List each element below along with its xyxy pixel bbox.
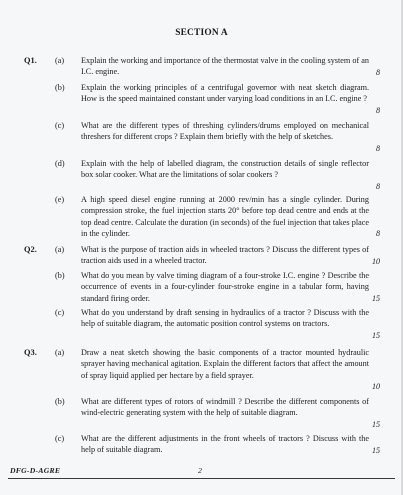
part-marks: 15: [372, 331, 380, 340]
question-number: Q3.: [24, 348, 37, 357]
part-text: Draw a neat sketch showing the basic components of a tractor mounted hydraulic sprayer having mechanical agitation. Explain the different factors that affect the amount of spray liquid applied per hectare by a field sprayer.: [81, 348, 369, 380]
part-text: Explain with the help of labelled diagram, the construction details of single reflector box solar cooker. What are the limitations of solar cookers ?: [81, 159, 369, 180]
part-text: What are different types of rotors of windmill ? Describe the different components of wind-electric generating system with the help of suitable diagram.: [81, 397, 369, 418]
part-label: (b): [55, 271, 65, 280]
part-text: What are the different adjustments in the front wheels of tractors ? Discuss with the help of suitable diagram.: [81, 434, 369, 455]
question-number: Q1.: [24, 56, 37, 65]
question-number: Q2.: [24, 245, 37, 254]
part-marks: 8: [376, 68, 380, 77]
part-marks: 10: [372, 257, 380, 266]
part-text: What do you understand by draft sensing in hydraulics of a tractor ? Discuss with the help of suitable diagram, the automatic position control systems on tractors.: [81, 308, 369, 329]
part-marks: 8: [376, 182, 380, 191]
part-label: (c): [55, 121, 65, 130]
part-text: Explain the working and importance of the thermostat valve in the cooling system of an I.C. engine.: [81, 56, 369, 77]
part-label: (e): [55, 195, 65, 204]
page-number: 2: [198, 466, 202, 475]
part-label: (b): [55, 397, 65, 406]
part-label: (a): [55, 56, 65, 65]
part-marks: 8: [376, 106, 380, 115]
part-marks: 8: [376, 144, 380, 153]
part-text: Explain the working principles of a centrifugal governor with neat sketch diagram. How is the speed maintained constant under varying load conditions in an I.C. engine ?: [81, 83, 369, 104]
part-label: (c): [55, 434, 65, 443]
part-label: (a): [55, 348, 65, 357]
part-marks: 8: [376, 229, 380, 238]
part-marks: 15: [372, 446, 380, 455]
part-label: (d): [55, 159, 65, 168]
paper-code: DFG-D-AGRE: [10, 466, 61, 475]
part-text: What do you mean by valve timing diagram of a four-stroke I.C. engine ? Describe the occurrence of events in a four-cylinder four-stroke engine in a tabular form, having standard firing order.: [81, 271, 369, 303]
footer-rule: [8, 478, 395, 479]
part-marks: 15: [372, 420, 380, 429]
section-title: SECTION A: [175, 28, 228, 38]
part-label: (b): [55, 83, 65, 92]
part-marks: 10: [372, 382, 380, 391]
part-label: (a): [55, 245, 65, 254]
part-text: A high speed diesel engine running at 2000 rev/min has a single cylinder. During compression stroke, the fuel injection starts 20° before top dead centre and ends at the top dead centre. Calculate the duration (in seconds) of the fuel injection that takes place in the cylinder.: [81, 195, 369, 238]
part-marks: 15: [372, 294, 380, 303]
part-text: What are the different types of threshing cylinders/drums employed on mechanical threshers for different crops ? Explain them briefly with the help of sketches.: [81, 121, 369, 142]
part-label: (c): [55, 308, 65, 317]
part-text: What is the purpose of traction aids in wheeled tractors ? Discuss the different types of traction aids used in a wheeled tractor.: [81, 245, 369, 266]
